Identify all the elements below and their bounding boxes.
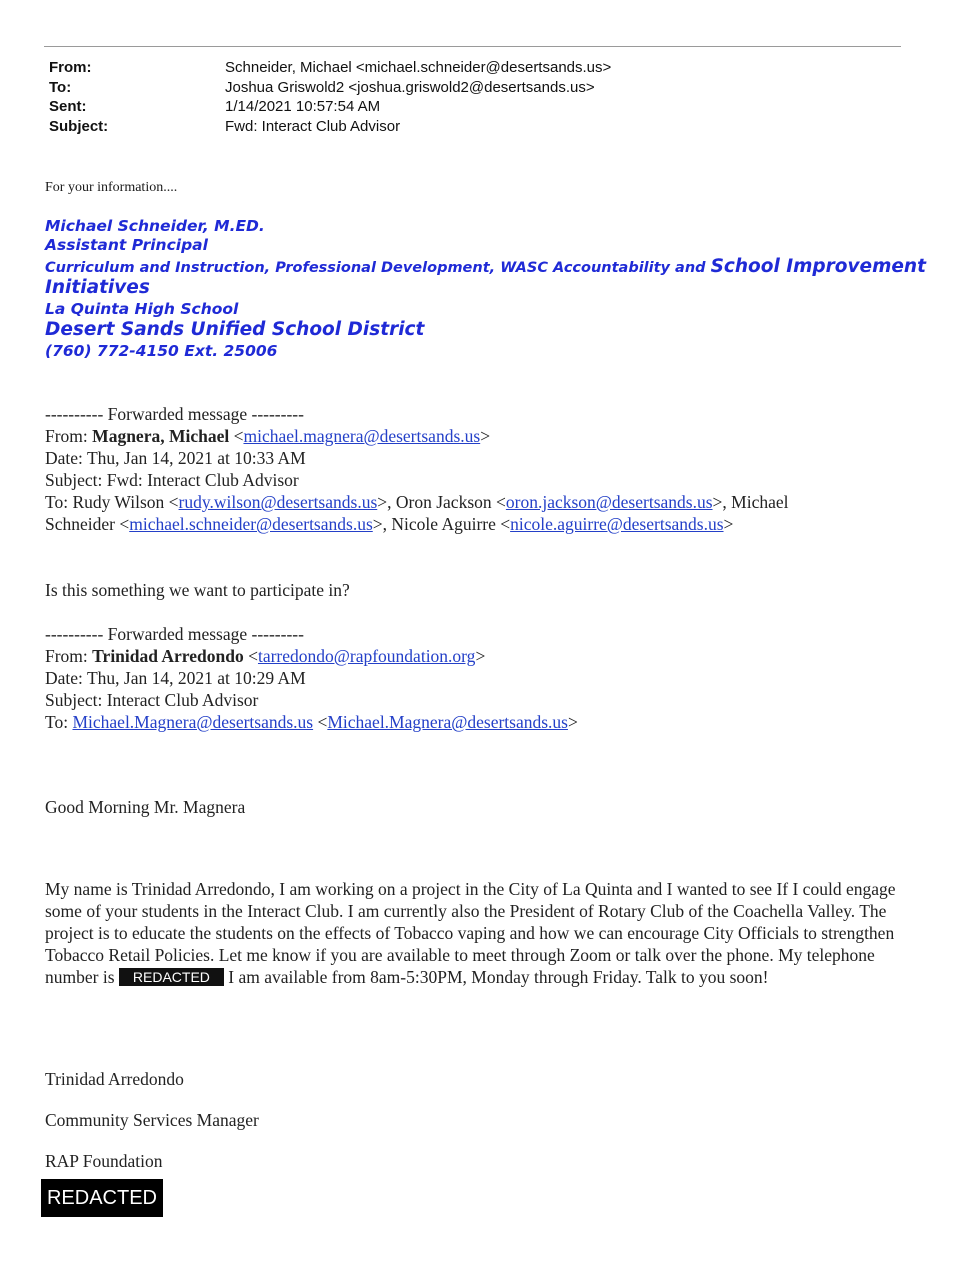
subject-label: Subject:: [49, 118, 109, 135]
signature-dept-b: School Improvement: [710, 256, 926, 277]
fwd1-to-email-oron[interactable]: oron.jackson@desertsands.us: [505, 492, 713, 512]
fwd2-to-lt: <: [313, 712, 328, 732]
question-text: Is this something we want to participate in?: [45, 580, 350, 600]
closing-role: Community Services Manager: [45, 1110, 259, 1130]
fwd2-to: [45, 712, 578, 733]
redacted-block: REDACTED: [41, 1179, 163, 1217]
to-label: To:: [49, 79, 72, 96]
fwd1-subject: Subject: Fwd: Interact Club Advisor: [45, 470, 299, 490]
to-value: Joshua Griswold2 <joshua.griswold2@desertsands.us>: [225, 79, 595, 96]
fwd1-date: Date: Thu, Jan 14, 2021 at 10:33 AM: [45, 448, 306, 468]
fwd1-to-email-schneider[interactable]: michael.schneider@desertsands.us: [129, 514, 373, 534]
fwd1-to-text-6: >: [723, 514, 734, 534]
from-label: From:: [49, 59, 92, 76]
redacted-phone: REDACTED: [119, 968, 224, 986]
body-text-part1: My name is Trinidad Arredondo, I am working on a project in the City of La Quinta and I wanted to see If I could engage some of your students in the Interact Club. I am currently also the President of Rotary Club of the Coachella Valley. The project is to educate the students on the effects of Tobacco vaping and how we can encourage City Officials to strengthen Tobacco Retail Policies. Let me know if you are available to meet through Zoom or talk over the phone. My telephone number is: [45, 879, 896, 987]
fwd2-to-email-link-a[interactable]: Michael.Magnera@desertsands.us: [72, 712, 314, 732]
fwd2-from-lt: <: [243, 646, 258, 666]
signature-dept-c: Initiatives: [45, 277, 150, 298]
fwd2-from-prefix: From:: [45, 646, 93, 666]
fwd2-from: [45, 646, 485, 667]
fwd1-from-gt: >: [480, 426, 491, 446]
fwd1-to-line-2: [45, 514, 733, 535]
intro-text: For your information....: [45, 180, 178, 195]
fwd1-to-text-2: >, Oron Jackson <: [377, 492, 506, 512]
signature-name: Michael Schneider, M.ED.: [45, 217, 265, 235]
from-value: Schneider, Michael <michael.schneider@desertsands.us>: [225, 59, 612, 76]
greeting-text: Good Morning Mr. Magnera: [45, 797, 246, 817]
fwd1-to-email-nicole[interactable]: nicole.aguirre@desertsands.us: [510, 514, 724, 534]
subject-value: Fwd: Interact Club Advisor: [225, 118, 401, 135]
body-paragraph: [45, 878, 907, 988]
fwd1-from-email-link[interactable]: michael.magnera@desertsands.us: [243, 426, 481, 446]
fwd1-to-text-5: >, Nicole Aguirre <: [372, 514, 511, 534]
fwd2-date: Date: Thu, Jan 14, 2021 at 10:29 AM: [45, 668, 306, 688]
fwd1-from-lt: <: [229, 426, 244, 446]
fwd2-to-prefix: To:: [45, 712, 73, 732]
signature-department: [45, 256, 926, 277]
fwd1-to-email-rudy[interactable]: rudy.wilson@desertsands.us: [178, 492, 378, 512]
body-text-part2: I am available from 8am-5:30PM, Monday through Friday. Talk to you soon!: [223, 967, 769, 987]
fwd2-from-email-link[interactable]: tarredondo@rapfoundation.org: [257, 646, 476, 666]
fwd2-from-gt: >: [475, 646, 486, 666]
fwd1-to-text-3: >, Michael: [712, 492, 789, 512]
sent-value: 1/14/2021 10:57:54 AM: [225, 98, 381, 115]
signature-dept-a: Curriculum and Instruction, Professional Development, WASC Accountability and: [45, 260, 711, 276]
signature-phone: (760) 772-4150 Ext. 25006: [45, 342, 278, 360]
closing-org: RAP Foundation: [45, 1151, 163, 1171]
fwd1-from-name: Magnera, Michael: [92, 426, 230, 446]
fwd1-to-text-1: To: Rudy Wilson <: [45, 492, 179, 512]
closing-name: Trinidad Arredondo: [45, 1069, 184, 1089]
fwd2-from-name: Trinidad Arredondo: [92, 646, 244, 666]
header-divider: [44, 46, 901, 47]
signature-title: Assistant Principal: [45, 236, 208, 254]
fwd1-from: [45, 426, 490, 447]
signature-district: Desert Sands Unified School District: [45, 319, 425, 340]
signature-school: La Quinta High School: [45, 300, 239, 318]
sent-label: Sent:: [49, 98, 87, 115]
fwd2-to-email-link-b[interactable]: Michael.Magnera@desertsands.us: [327, 712, 568, 732]
fwd1-from-prefix: From:: [45, 426, 93, 446]
fwd2-divider: ---------- Forwarded message ---------: [45, 624, 304, 644]
fwd1-to-line-1: [45, 492, 789, 513]
fwd2-to-gt: >: [567, 712, 578, 732]
fwd2-subject: Subject: Interact Club Advisor: [45, 690, 259, 710]
fwd1-divider: ---------- Forwarded message ---------: [45, 404, 304, 424]
fwd1-to-text-4: Schneider <: [45, 514, 130, 534]
